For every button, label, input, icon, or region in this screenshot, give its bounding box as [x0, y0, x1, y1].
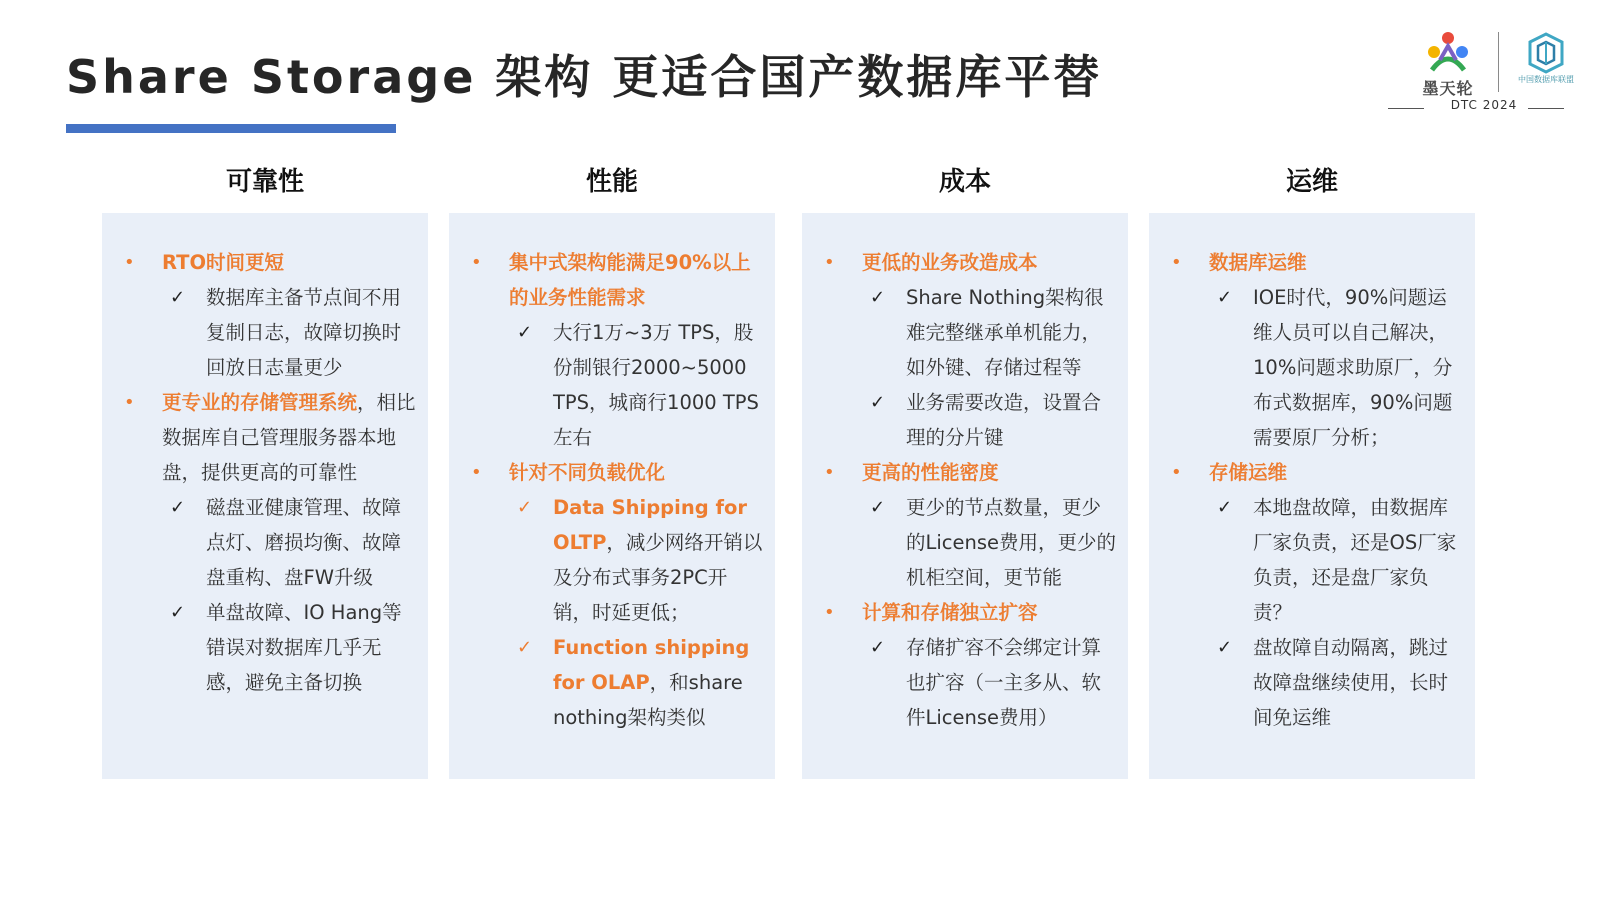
bullet-text [509, 455, 763, 490]
sub-text [1253, 490, 1463, 630]
sub-rest: IOE时代，90%问题运维人员可以自己解决，10%问题求助原厂，分布式数据库，90%问题需要原厂分析； [1253, 286, 1453, 449]
column-card [1149, 213, 1475, 779]
sub-highlight: Function shipping for OLAP [553, 636, 750, 694]
checkmark-icon: ✓ [870, 287, 886, 308]
sub-item [449, 490, 775, 630]
sub-text [906, 385, 1116, 455]
sub-item [102, 595, 428, 700]
sub-rest: 数据库主备节点间不用复制日志，故障切换时回放日志量更少 [206, 286, 402, 379]
bullet-highlight: 集中式架构能满足90%以上的业务性能需求 [509, 251, 751, 309]
event-line-left [1388, 108, 1424, 109]
sub-item [449, 630, 775, 735]
sub-rest: ，减少网络开销以及分布式事务2PC开销，时延更低； [553, 531, 763, 624]
sub-item [449, 315, 775, 455]
checkmark-icon: ✓ [517, 637, 533, 658]
sub-rest: Share Nothing架构很难完整继承单机能力，如外键、存储过程等 [906, 286, 1104, 379]
column-card [802, 213, 1128, 779]
bullet-item [802, 245, 1128, 280]
sub-item [802, 630, 1128, 735]
bullet-text [162, 245, 416, 280]
bullet-highlight: RTO时间更短 [162, 251, 285, 274]
sub-text [906, 490, 1116, 595]
sub-rest: 本地盘故障，由数据库厂家负责，还是OS厂家负责，还是盘厂家负责？ [1253, 496, 1457, 624]
sub-rest: 存储扩容不会绑定计算也扩容（一主多从、软件License费用） [906, 636, 1102, 729]
bullet-icon: • [1171, 462, 1182, 483]
bullet-text [509, 245, 763, 315]
checkmark-icon: ✓ [170, 602, 186, 623]
checkmark-icon: ✓ [170, 497, 186, 518]
bullet-text [862, 455, 1116, 490]
logo-divider [1498, 32, 1499, 92]
bullet-icon: • [124, 392, 135, 413]
sub-text [206, 490, 416, 595]
checkmark-icon: ✓ [517, 322, 533, 343]
bullet-item [449, 245, 775, 315]
sub-rest: 更少的节点数量，更少的License费用，更少的机柜空间，更节能 [906, 496, 1117, 589]
sub-text [1253, 280, 1463, 455]
bullet-text [1209, 245, 1463, 280]
sub-rest: 单盘故障、IO Hang等错误对数据库几乎无感，避免主备切换 [206, 601, 402, 694]
card-body [802, 245, 1128, 735]
column-heading: 运维 [1285, 167, 1338, 197]
checkmark-icon: ✓ [870, 637, 886, 658]
sub-rest: 业务需要改造，设置合理的分片键 [906, 391, 1102, 449]
sub-text [206, 595, 416, 700]
sub-rest: ，和share nothing架构类似 [553, 671, 743, 729]
checkmark-icon: ✓ [170, 287, 186, 308]
bullet-highlight: 存储运维 [1209, 461, 1288, 484]
sub-item [102, 280, 428, 385]
column-card [449, 213, 775, 779]
title-underline [66, 124, 396, 133]
sub-item [1149, 280, 1475, 455]
bullet-item [802, 595, 1128, 630]
bullet-item [102, 385, 428, 490]
bullet-item [102, 245, 428, 280]
sub-text [906, 280, 1116, 385]
slide-title: Share Storage 架构 更适合国产数据库平替 [66, 50, 1103, 104]
column-heading: 可靠性 [225, 167, 304, 197]
sub-text [906, 630, 1116, 735]
sub-rest: 盘故障自动隔离，跳过故障盘继续使用，长时间免运维 [1253, 636, 1449, 729]
bullet-highlight: 计算和存储独立扩容 [862, 601, 1038, 624]
sub-rest: 大行1万~3万 TPS，股份制银行2000~5000 TPS，城商行1000 TPS左右 [553, 321, 759, 449]
sub-item [102, 490, 428, 595]
modb-logo-icon [1422, 30, 1474, 76]
sub-text [1253, 630, 1463, 735]
checkmark-icon: ✓ [1217, 637, 1233, 658]
card-body [449, 245, 775, 735]
event-line-right [1528, 108, 1564, 109]
bullet-item [802, 455, 1128, 490]
sub-highlight: Data Shipping for OLTP [553, 496, 747, 554]
column-heading: 性能 [585, 167, 638, 197]
bullet-item [1149, 455, 1475, 490]
bullet-icon: • [824, 252, 835, 273]
sub-item [802, 490, 1128, 595]
sub-rest: 磁盘亚健康管理、故障点灯、磨损均衡、故障盘重构、盘FW升级 [206, 496, 402, 589]
bullet-icon: • [124, 252, 135, 273]
checkmark-icon: ✓ [1217, 497, 1233, 518]
alliance-logo-icon [1510, 30, 1580, 76]
bullet-rest: ，相比数据库自己管理服务器本地盘，提供更高的可靠性 [162, 391, 416, 484]
bullet-text [862, 245, 1116, 280]
bullet-icon: • [824, 602, 835, 623]
bullet-icon: • [471, 462, 482, 483]
bullet-item [1149, 245, 1475, 280]
sub-text [553, 630, 763, 735]
sub-text [206, 280, 416, 385]
sub-text [553, 315, 763, 455]
bullet-icon: • [824, 462, 835, 483]
bullet-text [862, 595, 1116, 630]
checkmark-icon: ✓ [517, 497, 533, 518]
bullet-text [1209, 455, 1463, 490]
column-heading: 成本 [938, 167, 991, 197]
checkmark-icon: ✓ [870, 497, 886, 518]
brand-logo-text: 墨天轮 [1422, 79, 1474, 98]
bullet-highlight: 针对不同负载优化 [509, 461, 666, 484]
bullet-highlight: 数据库运维 [1209, 251, 1307, 274]
bullet-icon: • [471, 252, 482, 273]
bullet-text [162, 385, 416, 490]
alliance-logo-text: 中国数据库联盟 [1518, 75, 1574, 84]
bullet-highlight: 更专业的存储管理系统 [162, 391, 358, 414]
bullet-highlight: 更高的性能密度 [862, 461, 999, 484]
checkmark-icon: ✓ [870, 392, 886, 413]
bullet-highlight: 更低的业务改造成本 [862, 251, 1038, 274]
sub-item [802, 385, 1128, 455]
logo-area [1392, 24, 1592, 120]
card-body [1149, 245, 1475, 735]
card-body [102, 245, 428, 700]
bullet-icon: • [1171, 252, 1182, 273]
checkmark-icon: ✓ [1217, 287, 1233, 308]
sub-item [1149, 630, 1475, 735]
sub-item [802, 280, 1128, 385]
sub-item [1149, 490, 1475, 630]
event-label: DTC 2024 [1450, 98, 1518, 112]
sub-text [553, 490, 763, 630]
column-card [102, 213, 428, 779]
bullet-item [449, 455, 775, 490]
